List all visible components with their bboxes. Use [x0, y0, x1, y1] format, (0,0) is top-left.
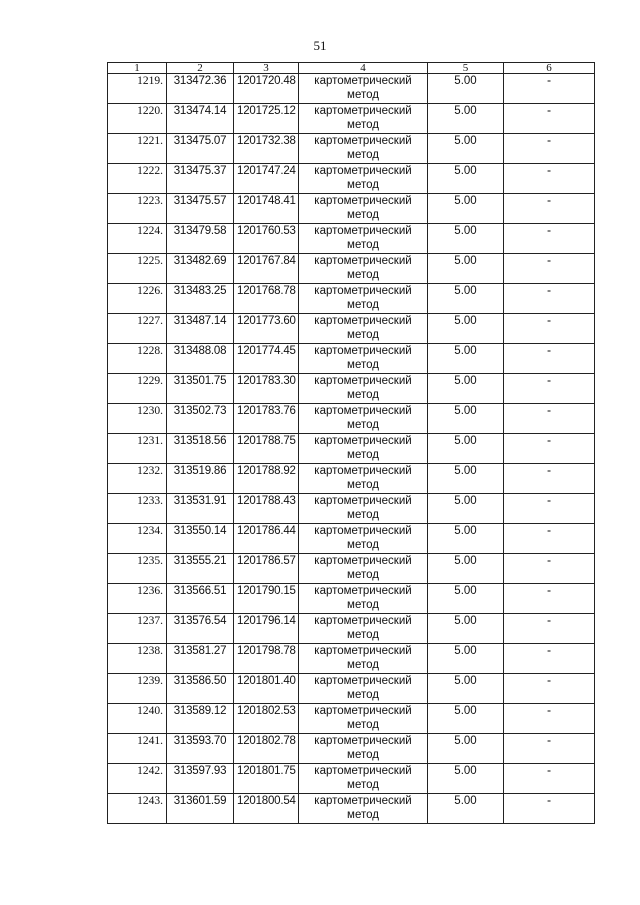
x-coordinate-cell: 313601.59: [167, 794, 234, 824]
method-cell: [299, 284, 428, 314]
accuracy-cell: 5.00: [428, 374, 504, 404]
method-cell: [299, 704, 428, 734]
x-coordinate-cell: 313502.73: [167, 404, 234, 434]
point-number-cell: 1236.: [108, 584, 167, 614]
y-coordinate-cell: 1201783.30: [234, 374, 299, 404]
method-cell: [299, 404, 428, 434]
point-number-cell: 1224.: [108, 224, 167, 254]
method-cell: [299, 314, 428, 344]
method-cell: [299, 584, 428, 614]
method-line: картометрический: [314, 315, 412, 327]
method-line: метод: [347, 689, 379, 701]
x-coordinate-cell: 313483.25: [167, 284, 234, 314]
accuracy-cell: 5.00: [428, 494, 504, 524]
method-line: картометрический: [314, 735, 412, 747]
description-cell: -: [504, 704, 595, 734]
method-line: картометрический: [314, 375, 412, 387]
x-coordinate-cell: 313550.14: [167, 524, 234, 554]
table-row: [108, 614, 595, 644]
point-number-cell: 1233.: [108, 494, 167, 524]
x-coordinate-cell: 313589.12: [167, 704, 234, 734]
x-coordinate-cell: 313593.70: [167, 734, 234, 764]
y-coordinate-cell: 1201796.14: [234, 614, 299, 644]
description-cell: -: [504, 74, 595, 104]
y-coordinate-cell: 1201725.12: [234, 104, 299, 134]
accuracy-cell: 5.00: [428, 524, 504, 554]
method-line: метод: [347, 179, 379, 191]
x-coordinate-cell: 313479.58: [167, 224, 234, 254]
table-row: [108, 464, 595, 494]
accuracy-cell: 5.00: [428, 314, 504, 344]
description-cell: -: [504, 554, 595, 584]
x-coordinate-cell: 313566.51: [167, 584, 234, 614]
method-line: метод: [347, 209, 379, 221]
method-line: картометрический: [314, 615, 412, 627]
method-line: картометрический: [314, 705, 412, 717]
y-coordinate-cell: 1201802.78: [234, 734, 299, 764]
x-coordinate-cell: 313597.93: [167, 764, 234, 794]
point-number-cell: 1226.: [108, 284, 167, 314]
description-cell: -: [504, 344, 595, 374]
x-coordinate-cell: 313487.14: [167, 314, 234, 344]
point-number-cell: 1231.: [108, 434, 167, 464]
method-line: метод: [347, 149, 379, 161]
x-coordinate-cell: 313555.21: [167, 554, 234, 584]
method-cell: [299, 494, 428, 524]
accuracy-cell: 5.00: [428, 794, 504, 824]
y-coordinate-cell: 1201786.44: [234, 524, 299, 554]
accuracy-cell: 5.00: [428, 644, 504, 674]
description-cell: -: [504, 314, 595, 344]
point-number-cell: 1225.: [108, 254, 167, 284]
description-cell: -: [504, 224, 595, 254]
method-cell: [299, 524, 428, 554]
description-cell: -: [504, 134, 595, 164]
x-coordinate-cell: 313488.08: [167, 344, 234, 374]
table-row: [108, 344, 595, 374]
method-line: метод: [347, 449, 379, 461]
description-cell: -: [504, 104, 595, 134]
point-number-cell: 1220.: [108, 104, 167, 134]
y-coordinate-cell: 1201748.41: [234, 194, 299, 224]
table-row: [108, 224, 595, 254]
table-row: [108, 524, 595, 554]
method-line: метод: [347, 299, 379, 311]
table-row: [108, 134, 595, 164]
accuracy-cell: 5.00: [428, 194, 504, 224]
description-cell: -: [504, 374, 595, 404]
method-line: картометрический: [314, 165, 412, 177]
method-line: картометрический: [314, 585, 412, 597]
method-cell: [299, 134, 428, 164]
y-coordinate-cell: 1201774.45: [234, 344, 299, 374]
point-number-cell: 1228.: [108, 344, 167, 374]
header-cell-4: 4: [299, 63, 428, 74]
table-row: [108, 494, 595, 524]
point-number-cell: 1237.: [108, 614, 167, 644]
point-number-cell: 1221.: [108, 134, 167, 164]
accuracy-cell: 5.00: [428, 254, 504, 284]
y-coordinate-cell: 1201790.15: [234, 584, 299, 614]
x-coordinate-cell: 313531.91: [167, 494, 234, 524]
description-cell: -: [504, 284, 595, 314]
method-line: картометрический: [314, 285, 412, 297]
point-number-cell: 1232.: [108, 464, 167, 494]
y-coordinate-cell: 1201801.75: [234, 764, 299, 794]
table-row: [108, 194, 595, 224]
point-number-cell: 1239.: [108, 674, 167, 704]
method-line: картометрический: [314, 255, 412, 267]
method-cell: [299, 374, 428, 404]
point-number-cell: 1230.: [108, 404, 167, 434]
method-cell: [299, 74, 428, 104]
table-row: [108, 404, 595, 434]
y-coordinate-cell: 1201788.43: [234, 494, 299, 524]
table-row: [108, 284, 595, 314]
x-coordinate-cell: 313482.69: [167, 254, 234, 284]
description-cell: -: [504, 584, 595, 614]
table-row: [108, 704, 595, 734]
table-row: [108, 164, 595, 194]
description-cell: -: [504, 734, 595, 764]
table-row: [108, 254, 595, 284]
method-line: метод: [347, 119, 379, 131]
x-coordinate-cell: 313581.27: [167, 644, 234, 674]
description-cell: -: [504, 464, 595, 494]
x-coordinate-cell: 313475.07: [167, 134, 234, 164]
method-line: картометрический: [314, 495, 412, 507]
accuracy-cell: 5.00: [428, 734, 504, 764]
accuracy-cell: 5.00: [428, 74, 504, 104]
point-number-cell: 1223.: [108, 194, 167, 224]
method-cell: [299, 674, 428, 704]
x-coordinate-cell: 313586.50: [167, 674, 234, 704]
accuracy-cell: 5.00: [428, 674, 504, 704]
table-row: [108, 644, 595, 674]
accuracy-cell: 5.00: [428, 164, 504, 194]
method-line: метод: [347, 239, 379, 251]
method-cell: [299, 164, 428, 194]
point-number-cell: 1240.: [108, 704, 167, 734]
method-line: метод: [347, 509, 379, 521]
method-line: картометрический: [314, 765, 412, 777]
accuracy-cell: 5.00: [428, 404, 504, 434]
header-cell-5: 5: [428, 63, 504, 74]
description-cell: -: [504, 404, 595, 434]
method-cell: [299, 764, 428, 794]
description-cell: -: [504, 494, 595, 524]
accuracy-cell: 5.00: [428, 614, 504, 644]
table-row: [108, 374, 595, 404]
x-coordinate-cell: 313475.37: [167, 164, 234, 194]
table-row: [108, 734, 595, 764]
method-cell: [299, 344, 428, 374]
method-line: картометрический: [314, 675, 412, 687]
method-cell: [299, 434, 428, 464]
y-coordinate-cell: 1201720.48: [234, 74, 299, 104]
accuracy-cell: 5.00: [428, 344, 504, 374]
point-number-cell: 1222.: [108, 164, 167, 194]
method-line: картометрический: [314, 435, 412, 447]
description-cell: -: [504, 254, 595, 284]
method-line: метод: [347, 809, 379, 821]
x-coordinate-cell: 313474.14: [167, 104, 234, 134]
x-coordinate-cell: 313472.36: [167, 74, 234, 104]
method-line: картометрический: [314, 105, 412, 117]
point-number-cell: 1238.: [108, 644, 167, 674]
description-cell: -: [504, 644, 595, 674]
header-cell-2: 2: [167, 63, 234, 74]
y-coordinate-cell: 1201788.75: [234, 434, 299, 464]
y-coordinate-cell: 1201783.76: [234, 404, 299, 434]
method-cell: [299, 794, 428, 824]
x-coordinate-cell: 313576.54: [167, 614, 234, 644]
header-cell-1: 1: [108, 63, 167, 74]
method-cell: [299, 194, 428, 224]
y-coordinate-cell: 1201786.57: [234, 554, 299, 584]
method-line: метод: [347, 269, 379, 281]
method-line: метод: [347, 599, 379, 611]
page-number: 51: [313, 38, 327, 53]
method-line: картометрический: [314, 75, 412, 87]
x-coordinate-cell: 313519.86: [167, 464, 234, 494]
table-row: [108, 434, 595, 464]
method-line: метод: [347, 389, 379, 401]
accuracy-cell: 5.00: [428, 104, 504, 134]
table-row: [108, 674, 595, 704]
point-number-cell: 1241.: [108, 734, 167, 764]
y-coordinate-cell: 1201767.84: [234, 254, 299, 284]
method-line: метод: [347, 749, 379, 761]
table-row: [108, 794, 595, 824]
accuracy-cell: 5.00: [428, 554, 504, 584]
method-line: метод: [347, 719, 379, 731]
point-number-cell: 1219.: [108, 74, 167, 104]
table-header-row: [108, 63, 595, 74]
x-coordinate-cell: 313501.75: [167, 374, 234, 404]
method-line: картометрический: [314, 555, 412, 567]
point-number-cell: 1234.: [108, 524, 167, 554]
method-line: метод: [347, 89, 379, 101]
method-line: метод: [347, 629, 379, 641]
description-cell: -: [504, 524, 595, 554]
y-coordinate-cell: 1201760.53: [234, 224, 299, 254]
point-number-cell: 1235.: [108, 554, 167, 584]
point-number-cell: 1229.: [108, 374, 167, 404]
x-coordinate-cell: 313518.56: [167, 434, 234, 464]
coordinates-table: [107, 62, 595, 824]
accuracy-cell: 5.00: [428, 704, 504, 734]
method-cell: [299, 614, 428, 644]
method-line: метод: [347, 539, 379, 551]
description-cell: -: [504, 434, 595, 464]
description-cell: -: [504, 614, 595, 644]
y-coordinate-cell: 1201801.40: [234, 674, 299, 704]
method-line: метод: [347, 419, 379, 431]
method-cell: [299, 554, 428, 584]
method-line: картометрический: [314, 225, 412, 237]
y-coordinate-cell: 1201802.53: [234, 704, 299, 734]
method-line: метод: [347, 479, 379, 491]
accuracy-cell: 5.00: [428, 764, 504, 794]
accuracy-cell: 5.00: [428, 584, 504, 614]
description-cell: -: [504, 794, 595, 824]
description-cell: -: [504, 164, 595, 194]
y-coordinate-cell: 1201788.92: [234, 464, 299, 494]
table-row: [108, 764, 595, 794]
description-cell: -: [504, 674, 595, 704]
accuracy-cell: 5.00: [428, 464, 504, 494]
method-line: метод: [347, 779, 379, 791]
method-line: картометрический: [314, 795, 412, 807]
point-number-cell: 1242.: [108, 764, 167, 794]
table-row: [108, 584, 595, 614]
y-coordinate-cell: 1201747.24: [234, 164, 299, 194]
accuracy-cell: 5.00: [428, 284, 504, 314]
y-coordinate-cell: 1201800.54: [234, 794, 299, 824]
table-body: [108, 63, 595, 824]
table-row: [108, 554, 595, 584]
point-number-cell: 1227.: [108, 314, 167, 344]
method-cell: [299, 734, 428, 764]
method-line: картометрический: [314, 645, 412, 657]
table-row: [108, 314, 595, 344]
method-cell: [299, 104, 428, 134]
y-coordinate-cell: 1201773.60: [234, 314, 299, 344]
method-cell: [299, 254, 428, 284]
method-line: картометрический: [314, 195, 412, 207]
method-cell: [299, 644, 428, 674]
method-line: картометрический: [314, 405, 412, 417]
x-coordinate-cell: 313475.57: [167, 194, 234, 224]
method-line: картометрический: [314, 465, 412, 477]
header-cell-3: 3: [234, 63, 299, 74]
table-row: [108, 104, 595, 134]
accuracy-cell: 5.00: [428, 134, 504, 164]
y-coordinate-cell: 1201798.78: [234, 644, 299, 674]
description-cell: -: [504, 764, 595, 794]
method-line: картометрический: [314, 345, 412, 357]
table-row: [108, 74, 595, 104]
method-cell: [299, 224, 428, 254]
y-coordinate-cell: 1201732.38: [234, 134, 299, 164]
method-line: метод: [347, 659, 379, 671]
point-number-cell: 1243.: [108, 794, 167, 824]
accuracy-cell: 5.00: [428, 434, 504, 464]
method-cell: [299, 464, 428, 494]
method-line: картометрический: [314, 135, 412, 147]
description-cell: -: [504, 194, 595, 224]
y-coordinate-cell: 1201768.78: [234, 284, 299, 314]
header-cell-6: 6: [504, 63, 595, 74]
method-line: метод: [347, 569, 379, 581]
method-line: метод: [347, 329, 379, 341]
accuracy-cell: 5.00: [428, 224, 504, 254]
method-line: картометрический: [314, 525, 412, 537]
method-line: метод: [347, 359, 379, 371]
